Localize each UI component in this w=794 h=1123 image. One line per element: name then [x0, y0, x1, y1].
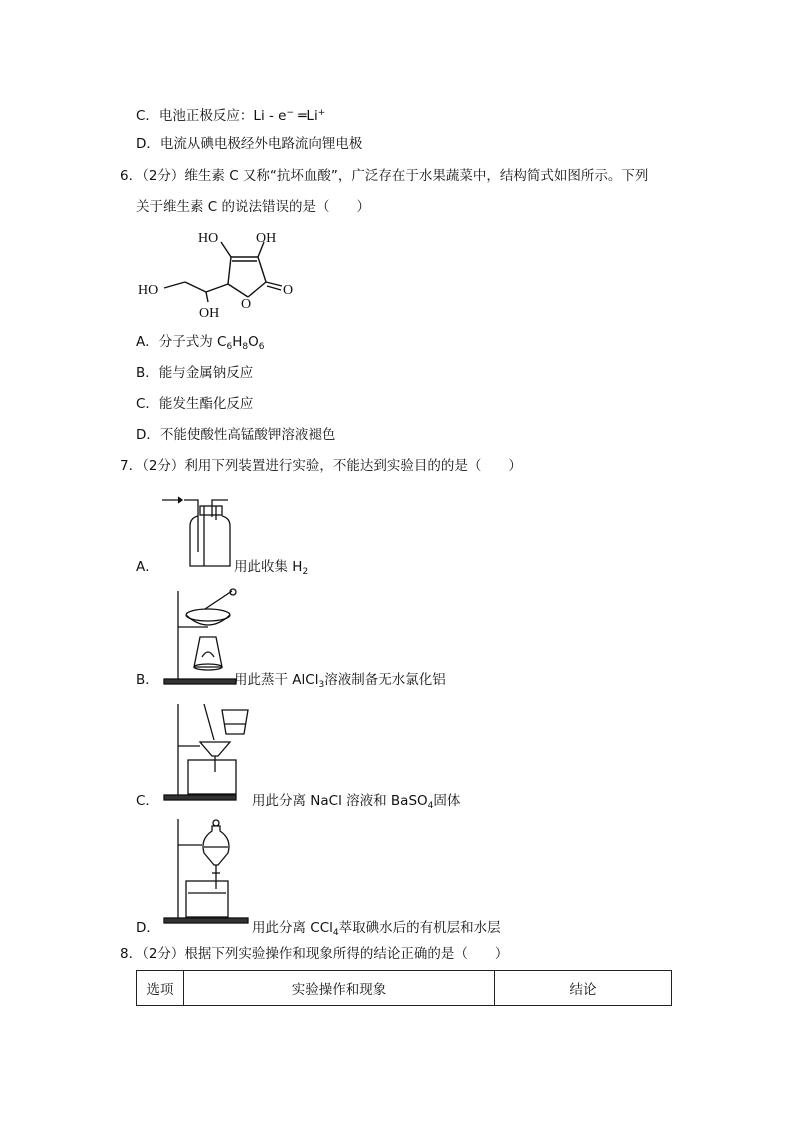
label-oh-top-right: OH	[256, 231, 277, 246]
q6-option-b: B．能与金属钠反应	[136, 365, 254, 381]
q7-stem: 7．（2分）利用下列装置进行实验，不能达到实验目的的是（ ）	[120, 458, 522, 474]
filtration-apparatus-figure	[160, 700, 252, 802]
table-header-row	[137, 971, 672, 1006]
q7-option-c-text: 用此分离 NaCl 溶液和 BaSO$_4$固体	[252, 793, 461, 811]
separatory-funnel-figure	[162, 815, 252, 927]
header-conclusion: 结论	[495, 971, 672, 1006]
vitamin-c-structure	[136, 222, 306, 324]
label-ho-top-left: HO	[198, 231, 219, 246]
q7-option-a-text: 用此收集 $H_2$	[234, 559, 309, 577]
header-operation: 实验操作和现象	[184, 971, 495, 1006]
q8-table	[136, 970, 672, 1006]
q7-option-b-text: 用此蒸干 AlCl$_3$溶液制备无水氯化铝	[234, 672, 446, 690]
q7-option-a-letter: A．	[136, 559, 159, 575]
q6-option-d: D．不能使酸性高锰酸钾溶液褪色	[136, 427, 336, 443]
q7-option-c-letter: C．	[136, 793, 159, 809]
q8-stem: 8．（2分）根据下列实验操作和现象所得的结论正确的是（ ）	[120, 946, 509, 962]
q5-option-c: C．电池正极反应：Li - e− ═Li+	[136, 108, 326, 124]
header-option: 选项	[137, 971, 184, 1006]
q7-option-d-letter: D．	[136, 920, 160, 936]
q6-stem-line2: 关于维生素 C 的说法错误的是（ ）	[136, 199, 371, 215]
q6-stem-line1: 6．（2分）维生素 C 又称“抗坏血酸”，广泛存在于水果蔬菜中，结构简式如图所示。下列	[120, 168, 649, 184]
q7-option-d-text: 用此分离 CCl$_4$萃取碘水后的有机层和水层	[252, 920, 501, 938]
q7-option-b-letter: B．	[136, 672, 159, 688]
q6-option-c: C．能发生酯化反应	[136, 396, 254, 412]
q5-option-d: D．电流从碘电极经外电路流向锂电极	[136, 136, 363, 152]
label-carbonyl-o: O	[283, 283, 294, 298]
label-ring-o: O	[241, 297, 252, 312]
label-ho-side: HO	[138, 283, 159, 298]
label-oh-bottom: OH	[199, 306, 220, 321]
gas-collection-bottle-figure	[160, 492, 235, 574]
evaporation-apparatus-figure	[160, 587, 240, 687]
q6-option-a: A．分子式为 $C_6H_8O_6$	[136, 334, 265, 352]
